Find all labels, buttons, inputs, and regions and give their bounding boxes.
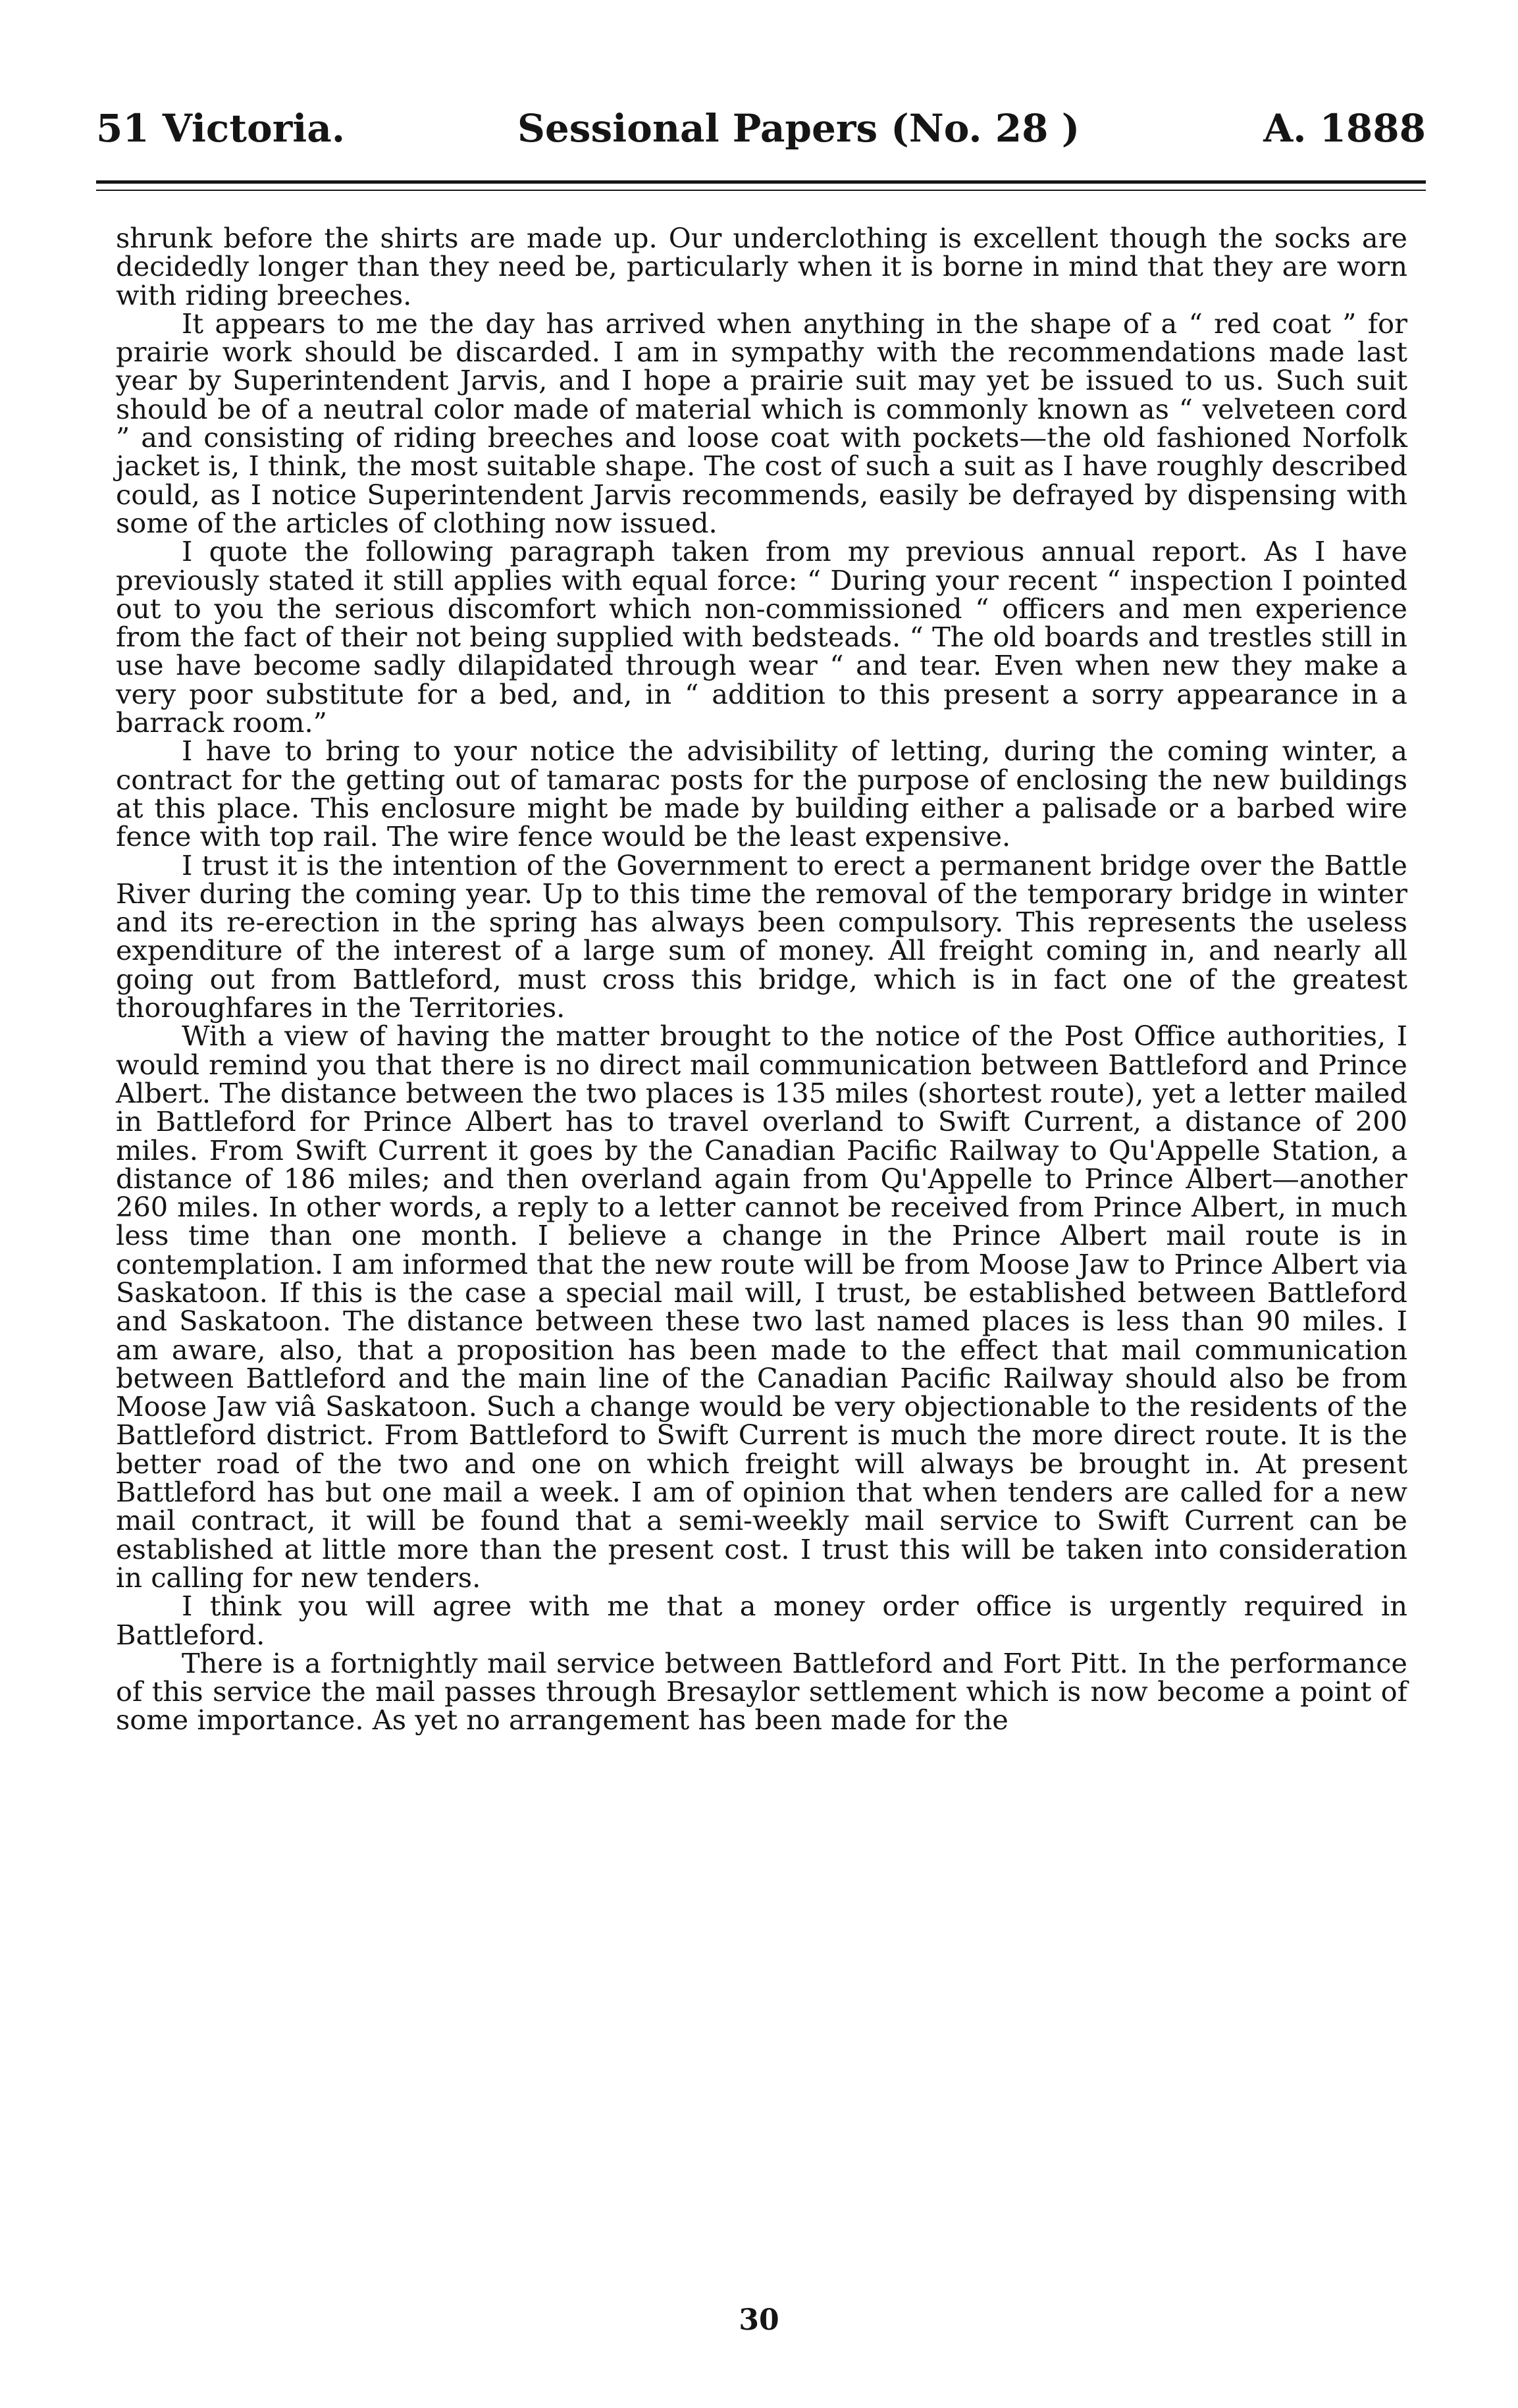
- paragraph-mail-communication: With a view of having the matter brought to the notice of the Post Office authorities, I would remind you that there is no direct mail communication between Battleford and Prince Albert. The distance between the two places is 135 miles (shortest route), yet a letter mailed in Battleford for Prince Albert has to travel overland to Swift Current, a distance of 200 miles. From Swift Current it goes by the Canadian Pacific Railway to Qu'Appelle Station, a distance of 186 miles; and then overland again from Qu'Appelle to Prince Albert—another 260 miles. In other words, a reply to a letter cannot be received from Prince Albert, in much less time than one month. I believe a change in the Prince Albert mail route is in contemplation. I am informed that the new route will be from Moose Jaw to Prince Albert via Saskatoon. If this is the case a special mail will, I trust, be established between Battleford and Saskatoon. The distance between these two last named places is less than 90 miles. I am aware, also, that a proposition has been made to the effect that mail communication between Battleford and the main line of the Canadian Pacific Railway should also be from Moose Jaw viâ Saskatoon. Such a change would be very objectionable to the residents of the Battleford district. From Battleford to Swift Current is much the more direct route. It is the better road of the two and one on which freight will always be brought in. At present Battleford has but one mail a week. I am of opinion that when tenders are called for a new mail contract, it will be found that a semi-weekly mail service to Swift Current can be established at little more than the present cost. I trust this will be taken into consideration in calling for new tenders.: [116, 1020, 1407, 1594]
- paragraph-bedsteads: I quote the following paragraph taken from my previous annual report. As I have previously stated it still applies with equal force: “ During your recent “ inspection I pointed out to you the serious discomfort which non-commissioned “ officers and men experience from the fact of their not being supplied with bedsteads. “ The old boards and trestles still in use have become sadly dilapidated through wear “ and tear. Even when new they make a very poor substitute for a bed, and, in “ addition to this present a sorry appearance in a barrack room.”: [116, 535, 1407, 739]
- paragraph-tamarac-posts: I have to bring to your notice the advisibility of letting, during the coming winter, a contract for the getting out of tamarac posts for the purpose of enclosing the new buildings at this place. This enclosure might be made by building either a palisade or a barbed wire fence with top rail. The wire fence would be the least expensive.: [116, 735, 1407, 853]
- paragraph-prairie-suit: It appears to me the day has arrived when anything in the shape of a “ red coat ” for prairie work should be discarded. I am in sympathy with the recommendations made last year by Superintendent Jarvis, and I hope a prairie suit may yet be issued to us. Such suit should be of a neutral color made of material which is commonly known as “ velveteen cord ” and consisting of riding breeches and loose coat with pockets—the old fashioned Norfolk jacket is, I think, the most suitable shape. The cost of such a suit as I have roughly described could, as I notice Superintendent Jarvis recommends, easily be defrayed by dispensing with some of the articles of clothing now issued.: [116, 307, 1407, 539]
- header-year: A. 1888: [1263, 106, 1426, 151]
- paragraph-money-order-office: I think you will agree with me that a money order office is urgently required in Battleford.: [116, 1590, 1407, 1651]
- page-number: 30: [739, 2303, 779, 2337]
- header-session: 51 Victoria.: [96, 106, 346, 151]
- header-rule-thin: [96, 190, 1426, 191]
- paragraph-underclothing: shrunk before the shirts are made up. Our underclothing is excellent though the socks are decidedly longer than they need be, particularly when it is borne in mind that they are worn with riding breeches.: [116, 222, 1407, 311]
- report-body: [116, 224, 1407, 1735]
- paragraph-battle-river-bridge: I trust it is the intention of the Government to erect a permanent bridge over the Battle River during the coming year. Up to this time the removal of the temporary bridge in winter and its re-erection in the spring has always been compulsory. This represents the useless expenditure of the interest of a large sum of money. All freight coming in, and nearly all going out from Battleford, must cross this bridge, which is in fact one of the greatest thoroughfares in the Territories.: [116, 849, 1407, 1024]
- header-sessional-papers: Sessional Papers (No. 28 ): [517, 106, 1080, 151]
- paragraph-fort-pitt-mail: There is a fortnightly mail service between Battleford and Fort Pitt. In the performance of this service the mail passes through Bresaylor settlement which is now become a point of some importance. As yet no arrangement has been made for the: [116, 1646, 1407, 1737]
- running-header: [96, 99, 1426, 158]
- header-rule-thick: [96, 180, 1426, 184]
